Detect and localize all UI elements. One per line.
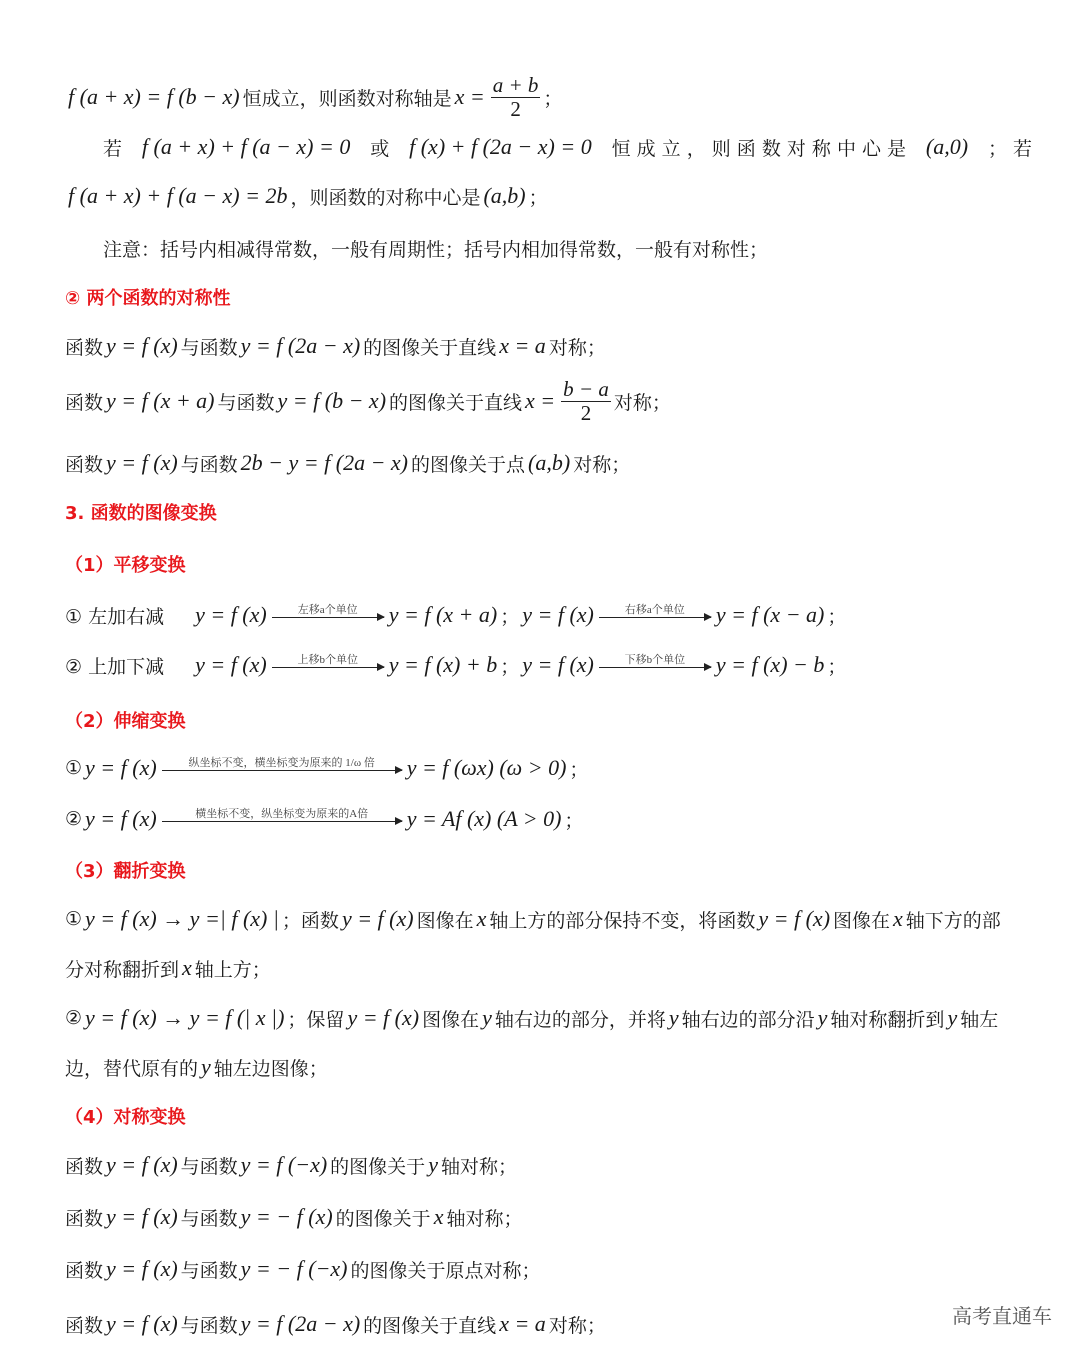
text: 与函数 <box>180 336 238 359</box>
math-expression: y = f (x) <box>106 1311 178 1336</box>
text: ① <box>65 757 83 779</box>
math-expression: (a,0) <box>925 134 969 159</box>
text: ； <box>569 758 589 781</box>
math-expression: y = − f (−x) <box>240 1256 348 1281</box>
text: ，则函数的对称中心是 <box>290 186 481 209</box>
text-line <box>65 645 1032 685</box>
text-line <box>65 443 1032 483</box>
fraction <box>561 378 611 423</box>
text: 与函数 <box>180 1314 238 1337</box>
math-expression: y = f (x) <box>106 450 178 475</box>
text: ； <box>827 655 847 678</box>
arrow-label: 横坐标不变，纵坐标变为原来的A倍 <box>195 808 369 821</box>
text-line <box>65 799 1032 839</box>
math-expression: x = a <box>499 1311 546 1336</box>
text-line <box>65 1047 1032 1087</box>
transform-arrow <box>272 654 384 667</box>
text-line <box>65 998 1032 1038</box>
section-heading <box>65 544 1032 584</box>
text: ； <box>500 655 520 678</box>
math-expression: y = f (x) <box>106 1256 178 1281</box>
text: 函数 <box>65 1207 104 1230</box>
section-heading <box>65 700 1032 740</box>
transform-arrow <box>599 654 711 667</box>
text: 轴左 <box>960 1008 999 1031</box>
text: 分对称翻折到 <box>65 958 180 981</box>
text: 恒 成 立 ， 则 函 数 对 称 中 心 是 <box>611 137 907 160</box>
text: 轴对称； <box>446 1207 523 1230</box>
denominator: 2 <box>510 96 521 121</box>
text: 函数 <box>65 391 104 414</box>
text: 轴下方的部 <box>905 909 1001 932</box>
text: 图像在 <box>416 909 474 932</box>
text-line <box>65 377 1032 425</box>
watermark: 高考直通车 <box>952 1304 1052 1328</box>
text: 与函数 <box>180 1259 238 1282</box>
arrow-label: 下移b个单位 <box>624 654 686 667</box>
math-expression: y = f (x) <box>85 755 157 780</box>
arrow-label: 上移b个单位 <box>297 654 358 667</box>
text: ； <box>528 186 548 209</box>
text-line <box>65 1249 1032 1289</box>
math-expression: y = f (−x) <box>240 1152 328 1177</box>
section-heading <box>65 1096 1032 1136</box>
math-expression: x <box>893 906 903 931</box>
math-expression: y = f (x) <box>195 652 267 677</box>
text: 与函数 <box>180 1207 238 1230</box>
section-heading <box>65 277 1032 317</box>
text-line <box>65 176 1032 216</box>
math-expression: y = f (x) <box>106 1204 178 1229</box>
text: 图像在 <box>422 1008 480 1031</box>
math-expression: (a,b) <box>483 183 526 208</box>
text: （3）翻折变换 <box>65 861 186 882</box>
text: 的图像关于直线 <box>363 1314 497 1337</box>
text: 对称； <box>573 453 631 476</box>
math-expression: y = f (2a − x) <box>240 1311 361 1336</box>
math-expression: y = f (x) → y = f (| x |) <box>85 1005 285 1030</box>
text-line <box>65 899 1032 939</box>
math-expression: y <box>668 1005 679 1030</box>
arrow-icon <box>272 617 384 618</box>
text: 的图像关于原点对称； <box>350 1259 541 1282</box>
text: （1）平移变换 <box>65 555 186 576</box>
transform-arrow <box>162 808 402 821</box>
text: 对称； <box>613 391 671 414</box>
math-expression: y = f (x) − b <box>715 652 825 677</box>
text: 的图像关于 <box>335 1207 431 1230</box>
text: （4）对称变换 <box>65 1107 186 1128</box>
math-expression: y = f (2a − x) <box>240 333 361 358</box>
math-expression: y = Af (x) (A > 0) <box>406 806 562 831</box>
math-expression: y = f (x) <box>522 602 594 627</box>
math-expression: x <box>182 955 192 980</box>
math-expression: x <box>476 906 487 931</box>
text: 对称； <box>548 336 606 359</box>
text: ② 两个函数的对称性 <box>65 288 231 309</box>
math-expression: x = <box>525 388 556 413</box>
math-expression: y = f (x) <box>347 1005 420 1030</box>
math-expression: y = f (x + a) <box>388 602 498 627</box>
math-expression: y = − f (x) <box>240 1204 333 1229</box>
arrow-label: 左移a个单位 <box>297 604 358 617</box>
text: 轴上方的部分保持不变，将函数 <box>489 909 756 932</box>
text: 3. 函数的图像变换 <box>65 503 217 524</box>
text: 图像在 <box>833 909 891 932</box>
text: ； <box>827 605 847 628</box>
text-line <box>65 748 1032 788</box>
text: （2）伸缩变换 <box>65 711 186 732</box>
text: 对称； <box>548 1314 606 1337</box>
text: 函数 <box>65 1259 104 1282</box>
math-expression: f (x) + f (2a − x) = 0 <box>409 134 592 159</box>
text: ② 上加下减 <box>65 655 165 678</box>
math-expression: y = f (x) <box>758 906 831 931</box>
text: 与函数 <box>180 453 238 476</box>
text: ；函数 <box>281 909 339 932</box>
section-heading <box>65 492 1032 532</box>
arrow-icon <box>599 617 711 618</box>
math-expression: y = f (x) <box>85 806 157 831</box>
text-line <box>103 228 1032 268</box>
math-expression: y = f (x) <box>106 333 178 358</box>
transform-arrow <box>162 757 402 770</box>
math-expression: x <box>433 1204 444 1229</box>
math-expression: f (a + x) + f (a − x) = 0 <box>141 134 351 159</box>
math-expression: x = <box>454 84 485 109</box>
math-expression: y = f (ωx) (ω > 0) <box>406 755 567 780</box>
math-expression: x = a <box>499 333 546 358</box>
text: ① 左加右减 <box>65 605 165 628</box>
math-expression: f (a + x) = f (b − x) <box>68 84 240 109</box>
arrow-icon <box>162 770 402 771</box>
text: 函数 <box>65 1155 104 1178</box>
text-line <box>65 595 1032 635</box>
math-expression: y = f (x) <box>106 1152 178 1177</box>
text: 边，替代原有的 <box>65 1057 199 1080</box>
text-line <box>65 73 1032 121</box>
math-expression: y = f (x + a) <box>106 388 215 413</box>
text: 轴右边的部分，并将 <box>494 1008 666 1031</box>
math-expression: y <box>428 1152 438 1177</box>
text: ； <box>500 605 520 628</box>
fraction <box>491 74 541 119</box>
text: 若 <box>103 137 123 160</box>
text-line <box>103 127 1032 167</box>
text: 与函数 <box>217 391 275 414</box>
text: 的图像关于直线 <box>389 391 523 414</box>
text: 的图像关于 <box>330 1155 426 1178</box>
math-expression: (a,b) <box>528 450 571 475</box>
text-line <box>65 1197 1032 1237</box>
math-expression: y <box>201 1054 211 1079</box>
numerator: b − a <box>563 377 609 402</box>
math-expression: y = f (x − a) <box>715 602 825 627</box>
denominator: 2 <box>580 400 592 425</box>
text: 的图像关于点 <box>411 453 526 476</box>
text: 函数 <box>65 1314 104 1337</box>
text: 轴对称； <box>440 1155 517 1178</box>
text: 轴上方； <box>194 958 271 981</box>
math-expression: 2b − y = f (2a − x) <box>240 450 409 475</box>
text: 函数 <box>65 453 104 476</box>
text-line <box>65 948 1032 988</box>
text: 注意：括号内相减得常数，一般有周期性；括号内相加得常数，一般有对称性； <box>103 238 769 261</box>
numerator: a + b <box>492 73 539 98</box>
text: ；保留 <box>287 1008 345 1031</box>
section-heading <box>65 850 1032 890</box>
math-expression: y <box>817 1005 828 1030</box>
arrow-icon <box>599 667 711 668</box>
math-expression: y <box>482 1005 492 1030</box>
math-expression: f (a + x) + f (a − x) = 2b <box>68 183 288 208</box>
arrow-icon <box>272 667 384 668</box>
transform-arrow <box>272 604 384 617</box>
math-expression: y = f (x) + b <box>388 652 498 677</box>
math-expression: y = f (x) <box>341 906 414 931</box>
text: ② <box>65 1007 83 1029</box>
text: 恒成立，则函数对称轴是 <box>242 87 452 110</box>
text: 轴右边的部分沿 <box>681 1008 815 1031</box>
text: 与函数 <box>180 1155 238 1178</box>
arrow-icon <box>162 821 402 822</box>
text: 函数 <box>65 336 104 359</box>
text: ； <box>543 87 563 110</box>
text: ② <box>65 808 83 830</box>
text: 轴对称翻折到 <box>830 1008 945 1031</box>
text: ① <box>65 908 83 930</box>
math-expression: y = f (b − x) <box>277 388 387 413</box>
text-line <box>65 326 1032 366</box>
math-expression: y <box>947 1005 958 1030</box>
text: ； 若 <box>987 137 1032 160</box>
math-expression: y = f (x) <box>195 602 267 627</box>
text: 或 <box>370 137 390 160</box>
math-expression: y = f (x) <box>522 652 594 677</box>
text-line <box>65 1304 1032 1344</box>
arrow-label: 右移a个单位 <box>624 604 685 617</box>
math-expression: y = f (x) → y =| f (x) | <box>85 906 279 931</box>
text-line <box>65 1145 1032 1185</box>
transform-arrow <box>599 604 711 617</box>
text: 的图像关于直线 <box>363 336 497 359</box>
text: ； <box>564 809 584 832</box>
text: 轴左边图像； <box>213 1057 328 1080</box>
arrow-label: 纵坐标不变，横坐标变为原来的 1/ω 倍 <box>188 757 375 770</box>
